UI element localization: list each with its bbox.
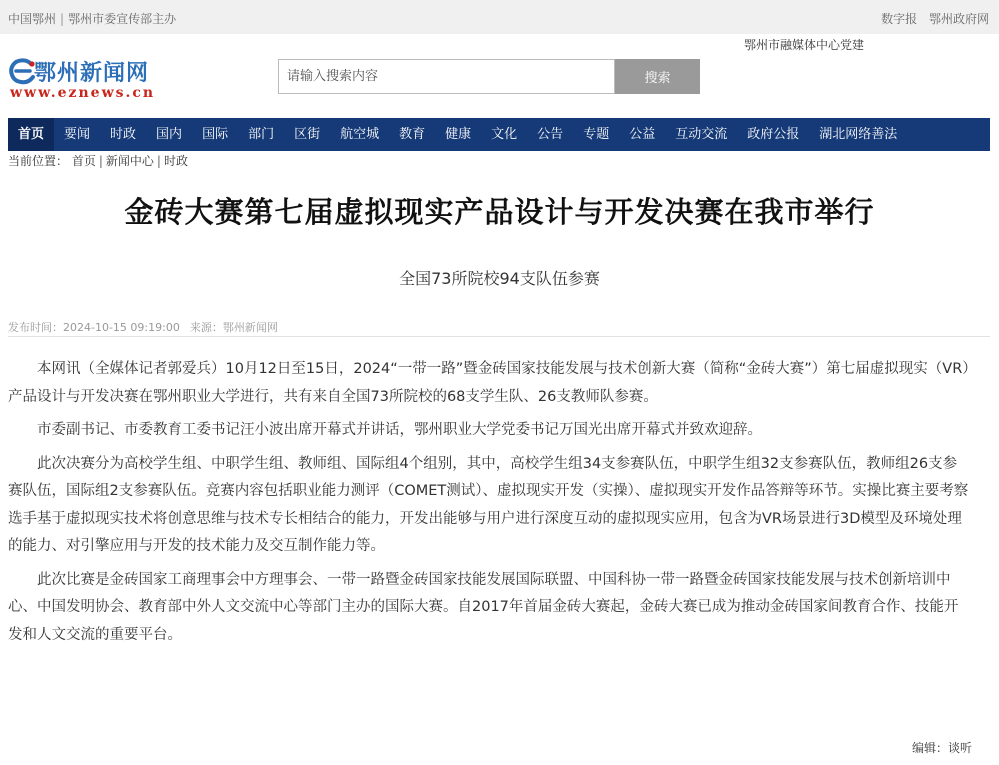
breadcrumb-politics[interactable]: 时政 (163, 154, 188, 168)
breadcrumb-sep: | (98, 154, 103, 168)
publish-time: 2024-10-15 09:19:00 (63, 321, 180, 334)
site-host: 鄂州市委宣传部主办 (68, 12, 177, 26)
nav-item-districts[interactable]: 区街 (294, 127, 321, 142)
breadcrumb-home[interactable]: 首页 (71, 154, 96, 168)
nav-item-health[interactable]: 健康 (445, 127, 472, 142)
nav-item-politics[interactable]: 时政 (110, 127, 137, 142)
nav-item-aviation-city[interactable]: 航空城 (340, 127, 380, 142)
nav-item-international[interactable]: 国际 (202, 127, 229, 142)
search-button[interactable]: 搜索 (615, 59, 700, 94)
nav-item-home[interactable]: 首页 (8, 118, 54, 151)
article-paragraph: 此次决赛分为高校学生组、中职学生组、教师组、国际组4个组别，其中，高校学生组34支参赛队伍，中职学生组32支参赛队伍，教师组26支参赛队伍，国际组2支参赛队伍。竞赛内容包括职业能力测评（COMET测试）、虚拟现实开发（实操）、虚拟现实开发作品答辩等环节。实操比赛主要考察选手基于虚拟现实技术将创意思维与技术专长相结合的能力，开发出能够与用户进行深度互动的虚拟现实应用，包含为VR场景进行3D模型及环境处理的能力、对引擎应用与开发的技术能力及交互制作能力等。 (8, 455, 969, 554)
article-subtitle: 全国73所院校94支队伍参赛 (399, 269, 600, 288)
nav-item-departments[interactable]: 部门 (248, 127, 275, 142)
site-host-info (8, 10, 176, 27)
nav-item-gov-gazette[interactable]: 政府公报 (747, 127, 800, 142)
editor-label: 编辑： (911, 741, 948, 755)
article-body (8, 356, 970, 655)
article-paragraph: 此次比赛是金砖国家工商理事会中方理事会、一带一路暨金砖国家技能发展国际联盟、中国科协一带一路暨金砖国家技能发展与技术创新培训中心、中国发明协会、教育部中外人文交流中心等部门主办的国际大赛。自2017年首届金砖大赛起，金砖大赛已成为推动金砖国家间教育合作、技能开发和人文交流的重要平台。 (8, 571, 959, 643)
article-paragraph: 本网讯（全媒体记者郭爱兵）10月12日至15日，2024“一带一路”暨金砖国家技能发展与技术创新大赛（简称“金砖大赛”）第七届虚拟现实（VR）产品设计与开发决赛在鄂州职业大学进行，共有来自全国73所院校的68支学生队、26支教师队参赛。 (8, 361, 970, 405)
logo-url: www.eznews.cn (10, 85, 156, 101)
breadcrumb-sep: | (156, 154, 161, 168)
gov-site-link[interactable]: 鄂州政府网 (928, 12, 989, 26)
editor-name: 谈听 (947, 741, 972, 755)
nav-item-announcements[interactable]: 公告 (537, 127, 564, 142)
nav-item-education[interactable]: 教育 (399, 127, 426, 142)
publish-label: 发布时间： (8, 321, 63, 334)
article-title: 金砖大赛第七届虚拟现实产品设计与开发决赛在我市举行 (124, 195, 875, 229)
digital-paper-link[interactable]: 数字报 (881, 12, 918, 26)
nav-item-culture[interactable]: 文化 (491, 127, 518, 142)
site-region: 中国鄂州 (8, 12, 57, 26)
breadcrumb-news-center[interactable]: 新闻中心 (105, 154, 154, 168)
top-links (873, 10, 989, 27)
nav-item-topics[interactable]: 专题 (583, 127, 610, 142)
source-label: 来源： (189, 321, 223, 334)
top-utility-bar (0, 0, 999, 34)
article-editor (912, 739, 972, 756)
search-input[interactable] (278, 59, 615, 94)
nav-item-domestic[interactable]: 国内 (156, 127, 183, 142)
nav-item-headlines[interactable]: 要闻 (64, 127, 91, 142)
nav-item-interaction[interactable]: 互动交流 (675, 127, 728, 142)
site-logo[interactable] (8, 54, 158, 106)
party-building-link[interactable]: 鄂州市融媒体中心党建 (744, 38, 865, 52)
article-paragraph: 市委副书记、市委教育工委书记汪小波出席开幕式并讲话，鄂州职业大学党委书记万国光出席开幕式并致欢迎辞。 (37, 422, 762, 438)
nav-item-public-welfare[interactable]: 公益 (629, 127, 656, 142)
logo-name: 鄂州新闻网 (34, 60, 150, 86)
main-nav (8, 118, 990, 151)
breadcrumb-label: 当前位置： (8, 154, 69, 168)
source-name: 鄂州新闻网 (222, 321, 278, 334)
meta-divider (8, 336, 990, 337)
article-meta (8, 319, 278, 335)
breadcrumb (8, 152, 188, 169)
host-separator: | (60, 12, 65, 26)
nav-item-hubei-net-law[interactable]: 湖北网络善法 (819, 127, 898, 142)
